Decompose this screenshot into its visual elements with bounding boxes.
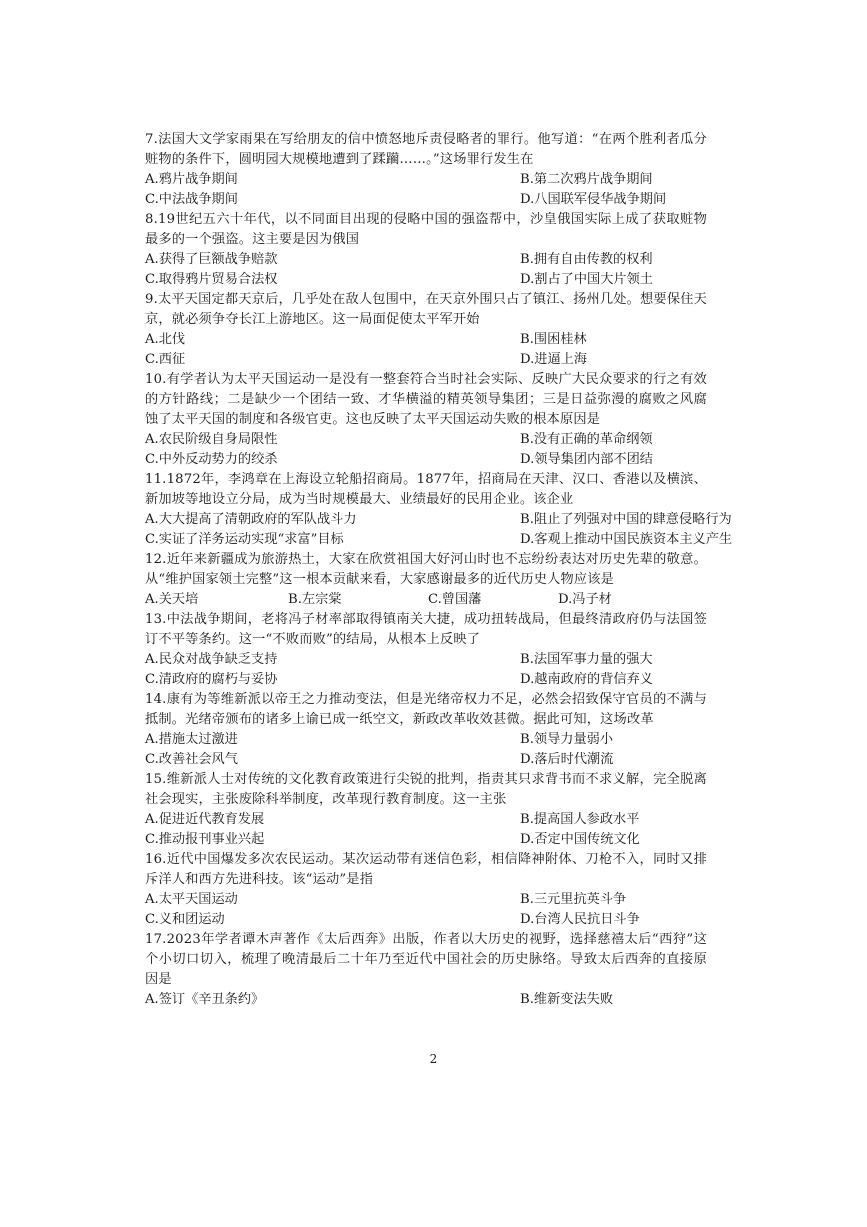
answer-option: B.第二次鸦片战争期间 bbox=[520, 172, 653, 187]
answer-option: C.义和团运动 bbox=[145, 912, 225, 927]
answer-option: D.八国联军侵华战争期间 bbox=[520, 192, 667, 207]
question-block bbox=[145, 370, 707, 470]
answer-option: B.围困桂林 bbox=[520, 332, 587, 347]
question-block bbox=[145, 770, 707, 850]
answer-option: C.中外反动势力的绞杀 bbox=[145, 452, 278, 467]
question-block bbox=[145, 290, 707, 370]
question-block bbox=[145, 210, 707, 290]
question-block bbox=[145, 130, 707, 210]
option-list bbox=[145, 430, 707, 470]
question-stem: 17.2023年学者谭木声著作《太后西奔》出版，作者以大历史的视野，选择慈禧太后“西狩”这个小切口切入，梳理了晚清最后二十年乃至近代中国社会的历史脉络。导致太后西奔的直接原因是 bbox=[145, 932, 707, 987]
answer-option: D.进逼上海 bbox=[520, 352, 588, 367]
answer-option: A.签订《辛丑条约》 bbox=[145, 992, 265, 1007]
answer-option: D.割占了中国大片领土 bbox=[520, 272, 653, 287]
question-block bbox=[145, 470, 733, 550]
answer-option: D.领导集团内部不团结 bbox=[520, 452, 653, 467]
option-list bbox=[145, 810, 707, 850]
question-stem: 11.1872年，李鸿章在上海设立轮船招商局。1877年，招商局在天津、汉口、香港以及横滨、新加坡等地设立分局，成为当时规模最大、业绩最好的民用企业。该企业 bbox=[145, 472, 707, 507]
answer-option: A.措施太过激进 bbox=[145, 732, 238, 747]
answer-option: A.北伐 bbox=[145, 332, 186, 347]
question-block bbox=[145, 690, 707, 770]
option-list bbox=[145, 590, 707, 610]
answer-option: A.关天培 bbox=[145, 592, 199, 607]
answer-option: B.左宗棠 bbox=[288, 592, 342, 607]
answer-option: A.大大提高了清朝政府的军队战斗力 bbox=[145, 512, 357, 527]
answer-option: C.中法战争期间 bbox=[145, 192, 238, 207]
answer-option: B.阻止了列强对中国的肆意侵略行为 bbox=[520, 512, 732, 527]
answer-option: B.拥有自由传教的权利 bbox=[520, 252, 653, 267]
option-list bbox=[145, 330, 707, 370]
answer-option: D.客观上推动中国民族资本主义产生 bbox=[520, 532, 733, 547]
question-block bbox=[145, 850, 707, 930]
answer-option: B.领导力量弱小 bbox=[520, 732, 614, 747]
answer-option: D.落后时代潮流 bbox=[520, 752, 614, 767]
answer-option: A.促进近代教育发展 bbox=[145, 812, 265, 827]
option-list bbox=[145, 170, 707, 210]
question-stem: 12.近年来新疆成为旅游热土，大家在欣赏祖国大好河山时也不忘纷纷表达对历史先辈的敬意。从“维护国家领土完整”这一根本贡献来看，大家感谢最多的近代历史人物应该是 bbox=[145, 552, 707, 587]
answer-option: A.鸦片战争期间 bbox=[145, 172, 238, 187]
question-stem: 10.有学者认为太平天国运动一是没有一整套符合当时社会实际、反映广大民众要求的行之有效的方针路线；二是缺少一个团结一致、才华横溢的精英领导集团；三是日益弥漫的腐败之风腐蚀了太平天国的制度和各级官吏。这也反映了太平天国运动失败的根本原因是 bbox=[145, 372, 707, 427]
answer-option: D.冯子材 bbox=[558, 592, 612, 607]
option-list bbox=[145, 730, 707, 770]
answer-option: B.法国军事力量的强大 bbox=[520, 652, 653, 667]
answer-option: C.曾国藩 bbox=[428, 592, 482, 607]
option-list bbox=[145, 650, 707, 690]
question-stem: 9.太平天国定都天京后，几乎处在敌人包围中，在天京外围只占了镇江、扬州几处。想要保住天京，就必须争夺长江上游地区。这一局面促使太平军开始 bbox=[145, 292, 707, 327]
page-number: 2 bbox=[429, 1052, 438, 1066]
option-list bbox=[145, 510, 733, 550]
question-block bbox=[145, 610, 707, 690]
answer-option: C.实证了洋务运动实现“求富”目标 bbox=[145, 532, 344, 547]
question-stem: 7.法国大文学家雨果在写给朋友的信中愤怒地斥责侵略者的罪行。他写道：“在两个胜利者瓜分赃物的条件下，圆明园大规模地遭到了蹂躏……。”这场罪行发生在 bbox=[145, 132, 707, 167]
question-stem: 15.维新派人士对传统的文化教育政策进行尖锐的批判，指责其只求背书而不求义解，完全脱离社会现实，主张废除科举制度，改革现行教育制度。这一主张 bbox=[145, 772, 707, 807]
answer-option: B.提高国人参政水平 bbox=[520, 812, 640, 827]
answer-option: D.否定中国传统文化 bbox=[520, 832, 640, 847]
answer-option: B.三元里抗英斗争 bbox=[520, 892, 627, 907]
answer-option: D.越南政府的背信弃义 bbox=[520, 672, 653, 687]
question-stem: 14.康有为等维新派以帝王之力推动变法，但是光绪帝权力不足，必然会招致保守官员的不满与抵制。光绪帝颁布的诸多上谕已成一纸空文，新政改革收效甚微。据此可知，这场改革 bbox=[145, 692, 707, 727]
answer-option: D.台湾人民抗日斗争 bbox=[520, 912, 640, 927]
answer-option: C.清政府的腐朽与妥协 bbox=[145, 672, 278, 687]
question-stem: 16.近代中国爆发多次农民运动。某次运动带有迷信色彩，相信降神附体、刀枪不入，同时又排斥洋人和西方先进科技。该“运动”是指 bbox=[145, 852, 707, 887]
answer-option: B.维新变法失败 bbox=[520, 992, 614, 1007]
question-list bbox=[145, 130, 733, 1010]
answer-option: C.取得鸦片贸易合法权 bbox=[145, 272, 278, 287]
question-stem: 13.中法战争期间，老将冯子材率部取得镇南关大捷，成功扭转战局，但最终清政府仍与法国签订不平等条约。这一“不败而败”的结局，从根本上反映了 bbox=[145, 612, 707, 647]
question-stem: 8.19世纪五六十年代，以不同面目出现的侵略中国的强盗帮中，沙皇俄国实际上成了获取赃物最多的一个强盗。这主要是因为俄国 bbox=[145, 212, 707, 247]
answer-option: A.民众对战争缺乏支持 bbox=[145, 652, 278, 667]
question-block bbox=[145, 930, 707, 1010]
question-block bbox=[145, 550, 707, 610]
option-list bbox=[145, 890, 707, 930]
option-list bbox=[145, 250, 707, 290]
answer-option: C.西征 bbox=[145, 352, 186, 367]
answer-option: C.改善社会风气 bbox=[145, 752, 238, 767]
answer-option: B.没有正确的革命纲领 bbox=[520, 432, 653, 447]
answer-option: A.获得了巨额战争赔款 bbox=[145, 252, 278, 267]
answer-option: A.农民阶级自身局限性 bbox=[145, 432, 278, 447]
answer-option: A.太平天国运动 bbox=[145, 892, 238, 907]
option-list bbox=[145, 990, 707, 1010]
answer-option: C.推动报刊事业兴起 bbox=[145, 832, 265, 847]
